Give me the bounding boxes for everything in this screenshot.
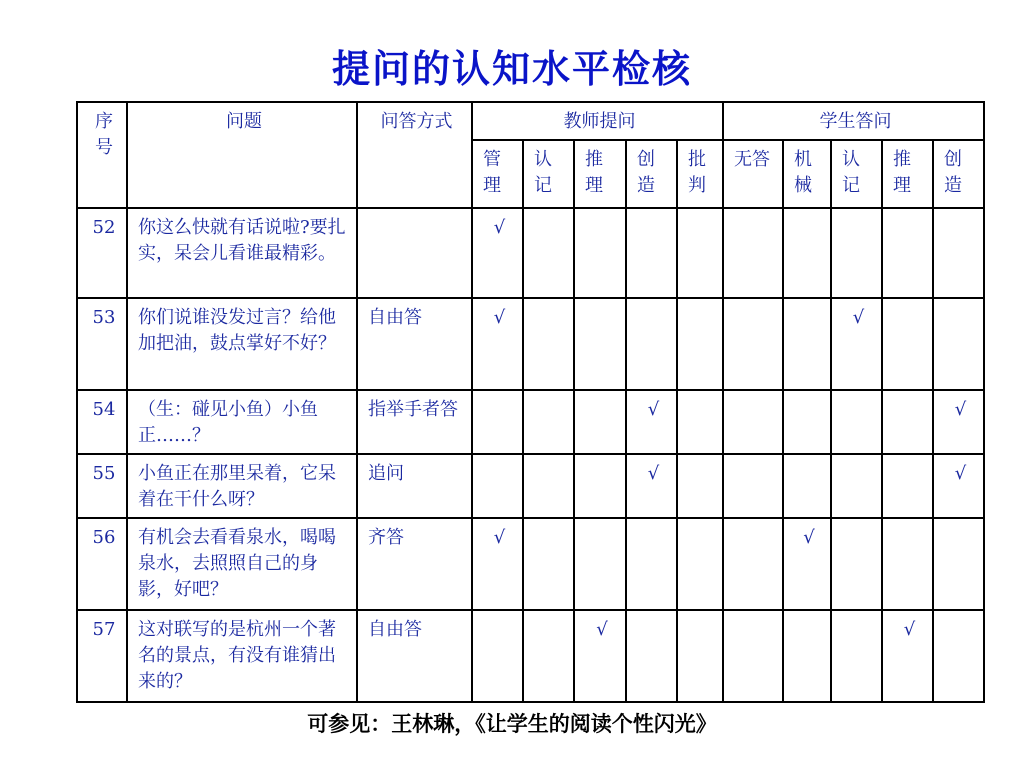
row-mode: 自由答 (357, 610, 472, 702)
row-mode: 追问 (357, 454, 472, 518)
check-mark (523, 208, 574, 298)
table-row (77, 390, 984, 454)
check-mark (723, 518, 783, 610)
table-row (77, 518, 984, 610)
check-mark (523, 610, 574, 702)
check-mark (472, 454, 523, 518)
row-mode: 自由答 (357, 298, 472, 390)
check-mark: √ (472, 208, 523, 298)
header-seq: 序号 (77, 102, 127, 208)
header-question: 问题 (127, 102, 357, 208)
check-mark: √ (933, 454, 984, 518)
check-mark (723, 298, 783, 390)
check-mark (626, 298, 677, 390)
check-mark (677, 208, 723, 298)
check-mark (574, 208, 626, 298)
table-row (77, 454, 984, 518)
check-mark (831, 454, 882, 518)
check-mark (783, 454, 831, 518)
check-mark: √ (626, 454, 677, 518)
check-mark (783, 298, 831, 390)
row-number: 53 (77, 298, 127, 390)
header-mode: 问答方式 (357, 102, 472, 208)
check-mark (626, 518, 677, 610)
table-header (77, 102, 984, 208)
row-number: 55 (77, 454, 127, 518)
table-body (77, 208, 984, 702)
header-teacher-col: 创造 (626, 140, 677, 208)
check-mark: √ (574, 610, 626, 702)
check-mark (626, 610, 677, 702)
row-mode (357, 208, 472, 298)
check-mark: √ (472, 518, 523, 610)
table-row (77, 610, 984, 702)
row-question: 这对联写的是杭州一个著名的景点，有没有谁猜出来的？ (127, 610, 357, 702)
header-student-col: 认记 (831, 140, 882, 208)
check-mark (723, 454, 783, 518)
check-mark: √ (783, 518, 831, 610)
check-mark (574, 390, 626, 454)
check-mark (723, 390, 783, 454)
row-number: 52 (77, 208, 127, 298)
table-row (77, 208, 984, 298)
row-number: 56 (77, 518, 127, 610)
table-row (77, 298, 984, 390)
check-mark: √ (626, 390, 677, 454)
page-title: 提问的认知水平检核 (331, 46, 692, 91)
row-mode: 指举手者答 (357, 390, 472, 454)
row-number: 54 (77, 390, 127, 454)
header-teacher-col: 认记 (523, 140, 574, 208)
header-student-col: 无答 (723, 140, 783, 208)
check-mark (882, 298, 933, 390)
check-mark: √ (882, 610, 933, 702)
check-mark (882, 390, 933, 454)
check-mark (783, 390, 831, 454)
check-mark (574, 518, 626, 610)
row-question: 小鱼正在那里呆着，它呆着在干什么呀？ (127, 454, 357, 518)
check-mark (723, 610, 783, 702)
check-mark (677, 454, 723, 518)
check-mark: √ (933, 390, 984, 454)
check-mark (626, 208, 677, 298)
check-mark (831, 610, 882, 702)
check-mark: √ (472, 298, 523, 390)
check-mark (523, 390, 574, 454)
row-question: 你这么快就有话说啦?要扎实，呆会儿看谁最精彩。 (127, 208, 357, 298)
check-mark (783, 610, 831, 702)
header-student-col: 机械 (783, 140, 831, 208)
header-student-group: 学生答问 (723, 102, 984, 140)
check-mark (933, 298, 984, 390)
check-mark (523, 454, 574, 518)
check-mark (882, 208, 933, 298)
check-mark (677, 390, 723, 454)
check-mark (882, 518, 933, 610)
check-mark (831, 208, 882, 298)
check-mark (882, 454, 933, 518)
check-mark (723, 208, 783, 298)
check-mark (523, 518, 574, 610)
check-mark (677, 298, 723, 390)
cognitive-level-table (76, 101, 985, 703)
header-teacher-col: 推理 (574, 140, 626, 208)
header-student-col: 创造 (933, 140, 984, 208)
check-mark (472, 610, 523, 702)
check-mark (677, 518, 723, 610)
check-mark: √ (831, 298, 882, 390)
check-mark (574, 454, 626, 518)
check-mark (933, 610, 984, 702)
check-mark (574, 298, 626, 390)
check-mark (831, 390, 882, 454)
header-teacher-col: 管理 (472, 140, 523, 208)
check-mark (677, 610, 723, 702)
check-mark (472, 390, 523, 454)
row-number: 57 (77, 610, 127, 702)
check-mark (831, 518, 882, 610)
check-mark (783, 208, 831, 298)
reference-note: 可参见：王林琳，《让学生的阅读个性闪光》 (307, 711, 717, 736)
check-mark (523, 298, 574, 390)
check-mark (933, 208, 984, 298)
header-teacher-group: 教师提问 (472, 102, 723, 140)
check-mark (933, 518, 984, 610)
row-question: 有机会去看看泉水，喝喝泉水，去照照自己的身影，好吧？ (127, 518, 357, 610)
row-mode: 齐答 (357, 518, 472, 610)
row-question: （生：碰见小鱼）小鱼正……？ (127, 390, 357, 454)
row-question: 你们说谁没发过言？给他加把油，鼓点掌好不好？ (127, 298, 357, 390)
header-student-col: 推理 (882, 140, 933, 208)
header-teacher-col: 批判 (677, 140, 723, 208)
